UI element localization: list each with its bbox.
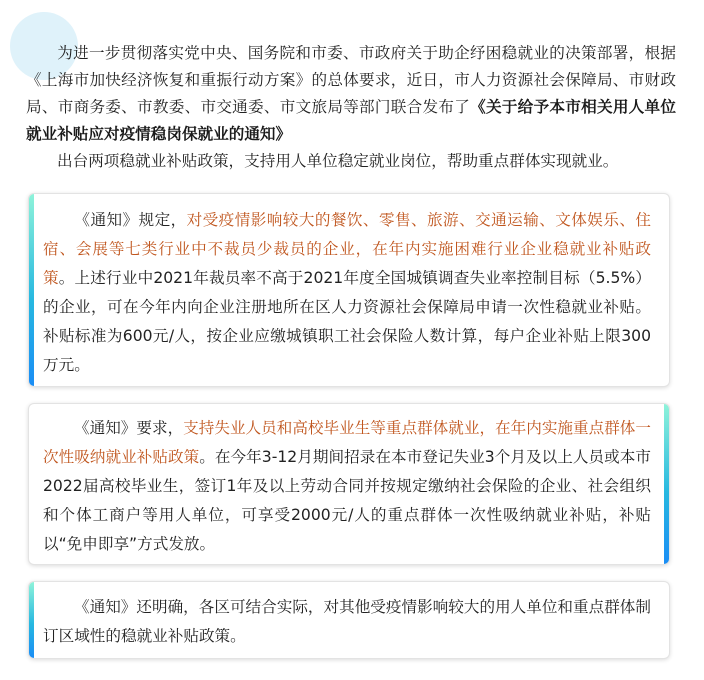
intro-text-part1: 为进一步贯彻落实党中央、国务院和市委、市政府关于助企纾困稳就业的决策部署，根据《上海市加快经济恢复和重振行动方案》的总体要求，近日，市人力资源社会保障局、市财政局、市商务委、市教委、市交通委、市文旅局等部门联合发布了: [26, 44, 676, 116]
card-body-text: 《通知》还明确，各区可结合实际，对其他受疫情影响较大的用人单位和重点群体制订区域性的稳就业补贴政策。: [43, 598, 651, 645]
card-body-text: 。上述行业中2021年裁员率不高于2021年度全国城镇调查失业率控制目标（5.5%）的企业，可在今年内向企业注册地所在区人力资源社会保障局申请一次性稳就业补贴。补贴标准为600元/人，按企业应缴城镇职工社会保险人数计算，每户企业补贴上限300万元。: [43, 269, 651, 374]
card-body-text: 。在今年3-12月期间招录在本市登记失业3个月及以上人员或本市2022届高校毕业生，签订1年及以上劳动合同并按规定缴纳社会保险的企业、社会组织和个体工商户等用人单位，可享受2000元/人的重点群体一次性吸纳就业补贴，补贴以“免申即享”方式发放。: [43, 448, 651, 553]
policy-card-regional-policy: [28, 581, 670, 659]
card-paragraph: [29, 582, 669, 651]
intro-paragraph: [26, 40, 676, 175]
card-accent-bar: [664, 404, 669, 564]
notice-title: 《关于给予本市相关用人单位就业补贴应对疫情稳岗保就业的通知》: [26, 98, 676, 143]
card-accent-bar: [29, 194, 34, 386]
intro-text-part2: 出台两项稳就业补贴政策，支持用人单位稳定就业岗位，帮助重点群体实现就业。: [57, 152, 619, 170]
policy-card-key-group-subsidy: [28, 403, 670, 565]
card-accent-bar: [29, 582, 34, 658]
card-prefix: 《通知》规定，: [74, 211, 187, 229]
card-paragraph: [29, 194, 669, 380]
card-paragraph: [29, 404, 669, 559]
policy-card-industry-subsidy: [28, 193, 670, 387]
card-highlight-text: 对受疫情影响较大的餐饮、零售、旅游、交通运输、文体娱乐、住宿、会展等七类行业中不裁员少裁员的企业，在年内实施困难行业企业稳就业补贴政策: [43, 211, 651, 287]
card-highlight-text: 支持失业人员和高校毕业生等重点群体就业，在年内实施重点群体一次性吸纳就业补贴政策: [43, 419, 651, 466]
card-prefix: 《通知》要求，: [74, 419, 184, 437]
